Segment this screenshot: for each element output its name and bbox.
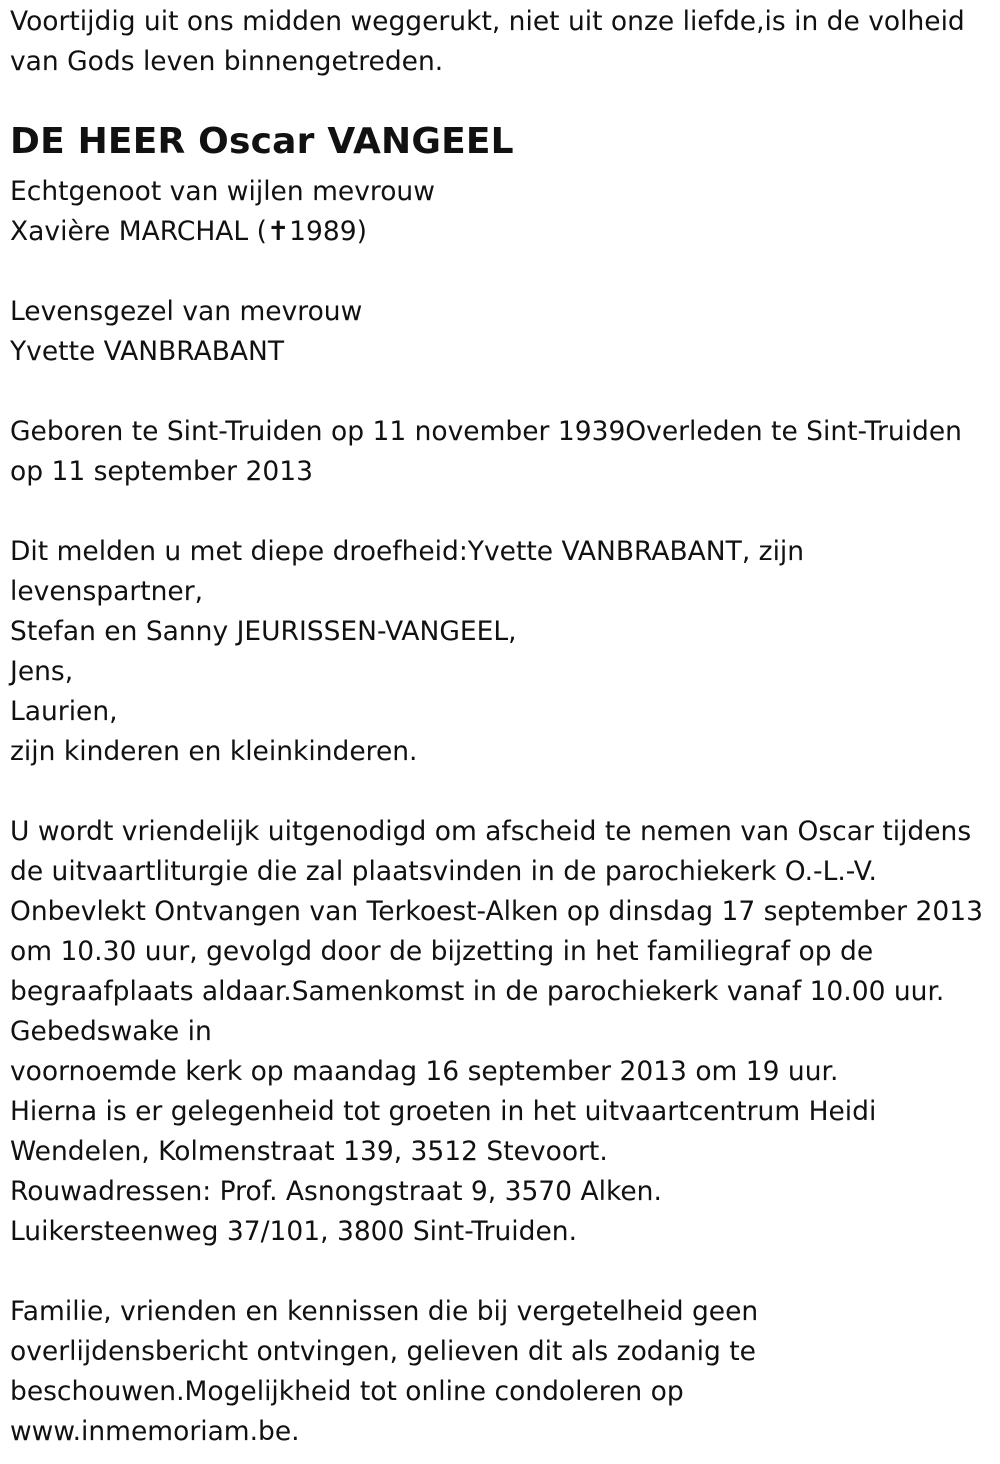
ceremony-line: Wendelen, Kolmenstraat 139, 3512 Stevoort.: [10, 1136, 608, 1167]
closing-line: overlijdensbericht ontvingen, gelieven dit als zodanig te: [10, 1336, 756, 1367]
spacer: [10, 1252, 990, 1292]
intro-line: Voortijdig uit ons midden weggerukt, niet uit onze liefde,is in de volheid: [10, 6, 965, 37]
closing-line: beschouwen.Mogelijkheid tot online condoleren op: [10, 1376, 684, 1407]
partner-line: Levensgezel van mevrouw: [10, 296, 363, 327]
closing-section: [10, 1292, 990, 1452]
ceremony-line: Gebedswake in: [10, 1016, 212, 1047]
partner-section: [10, 292, 990, 372]
birth-death-section: [10, 412, 990, 492]
spacer: [10, 252, 990, 292]
spacer: [10, 492, 990, 532]
ceremony-line: Luikersteenweg 37/101, 3800 Sint-Truiden.: [10, 1216, 578, 1247]
family-line: Dit melden u met diepe droefheid:Yvette VANBRABANT, zijn: [10, 536, 805, 567]
spacer: [10, 772, 990, 812]
family-section: [10, 532, 990, 772]
family-line: levenspartner,: [10, 576, 204, 607]
ceremony-line: U wordt vriendelijk uitgenodigd om afscheid te nemen van Oscar tijdens: [10, 816, 972, 847]
closing-line: www.inmemoriam.be.: [10, 1416, 300, 1447]
ceremony-line: Rouwadressen: Prof. Asnongstraat 9, 3570 Alken.: [10, 1176, 662, 1207]
closing-line: Familie, vrienden en kennissen die bij vergetelheid geen: [10, 1296, 759, 1327]
ceremony-line: Onbevlekt Ontvangen van Terkoest-Alken op dinsdag 17 september 2013: [10, 896, 983, 927]
family-line: Jens,: [10, 656, 74, 687]
deceased-name-heading: DE HEER Oscar VANGEEL: [10, 121, 514, 162]
ceremony-line: Hierna is er gelegenheid tot groeten in het uitvaartcentrum Heidi: [10, 1096, 877, 1127]
spouse-line: Echtgenoot van wijlen mevrouw: [10, 176, 435, 207]
death-notice: [10, 2, 990, 1452]
spouse-section: [10, 172, 990, 252]
spouse-line: Xavière MARCHAL (✝1989): [10, 216, 367, 247]
family-line: Laurien,: [10, 696, 118, 727]
partner-line: Yvette VANBRABANT: [10, 336, 285, 367]
ceremony-section: [10, 812, 990, 1252]
intro-section: [10, 2, 990, 82]
birth-death-line: Geboren te Sint-Truiden op 11 november 1939Overleden te Sint-Truiden: [10, 416, 962, 447]
ceremony-line: begraafplaats aldaar.Samenkomst in de parochiekerk vanaf 10.00 uur.: [10, 976, 945, 1007]
intro-line: van Gods leven binnengetreden.: [10, 46, 444, 77]
spacer: [10, 372, 990, 412]
birth-death-line: op 11 september 2013: [10, 456, 313, 487]
family-line: Stefan en Sanny JEURISSEN-VANGEEL,: [10, 616, 517, 647]
ceremony-line: om 10.30 uur, gevolgd door de bijzetting in het familiegraf op de: [10, 936, 874, 967]
ceremony-line: voornoemde kerk op maandag 16 september 2013 om 19 uur.: [10, 1056, 839, 1087]
family-line: zijn kinderen en kleinkinderen.: [10, 736, 418, 767]
ceremony-line: de uitvaartliturgie die zal plaatsvinden in de parochiekerk O.-L.-V.: [10, 856, 877, 887]
